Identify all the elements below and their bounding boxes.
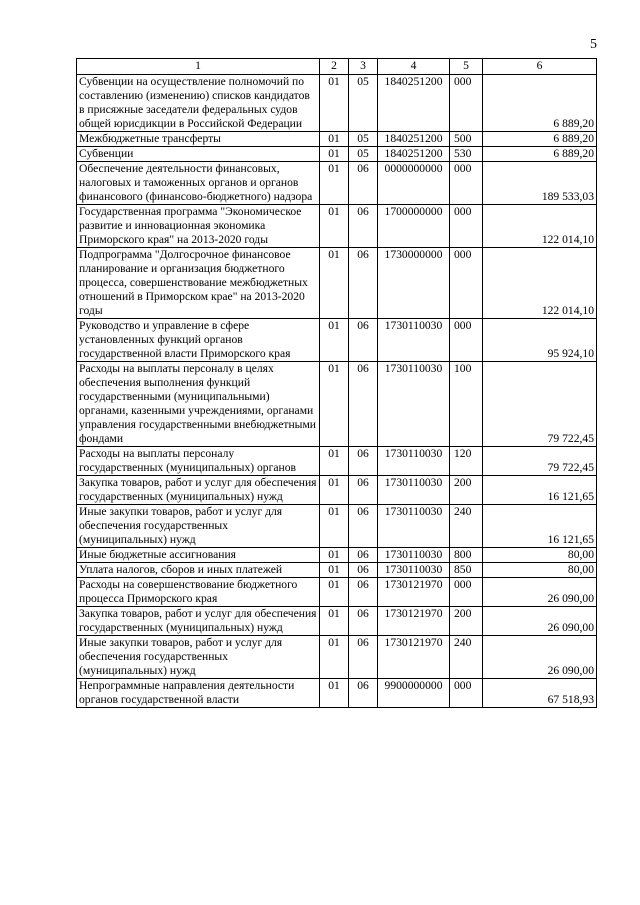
target-article-cell: 1730000000 (378, 248, 450, 319)
expense-type-cell: 000 (450, 162, 483, 205)
subsection-code-cell: 06 (349, 476, 378, 505)
subsection-code-cell: 05 (349, 147, 378, 162)
section-code-cell: 01 (320, 563, 349, 578)
section-code-cell: 01 (320, 75, 349, 132)
target-article-cell: 1700000000 (378, 205, 450, 248)
table-row (77, 75, 597, 132)
table-row (77, 505, 597, 548)
amount-cell: 79 722,45 (483, 447, 597, 476)
subsection-code-cell: 05 (349, 75, 378, 132)
amount-cell: 122 014,10 (483, 205, 597, 248)
target-article-cell: 1730110030 (378, 362, 450, 447)
section-code-cell: 01 (320, 162, 349, 205)
page-number: 5 (590, 37, 597, 52)
subsection-code-cell: 06 (349, 578, 378, 607)
section-code-cell: 01 (320, 147, 349, 162)
expense-type-cell: 200 (450, 476, 483, 505)
subsection-code-cell: 06 (349, 636, 378, 679)
subsection-code-cell: 05 (349, 132, 378, 147)
table-row (77, 607, 597, 636)
target-article-cell: 1730110030 (378, 563, 450, 578)
amount-cell: 6 889,20 (483, 132, 597, 147)
expense-type-cell: 000 (450, 679, 483, 708)
target-article-cell: 1730121970 (378, 607, 450, 636)
target-article-cell: 1730110030 (378, 447, 450, 476)
column-header: 5 (450, 59, 483, 75)
amount-cell: 122 014,10 (483, 248, 597, 319)
amount-cell: 189 533,03 (483, 162, 597, 205)
expense-type-cell: 500 (450, 132, 483, 147)
column-header: 3 (349, 59, 378, 75)
subsection-code-cell: 06 (349, 248, 378, 319)
subsection-code-cell: 06 (349, 162, 378, 205)
target-article-cell: 9900000000 (378, 679, 450, 708)
subsection-code-cell: 06 (349, 548, 378, 563)
expense-type-cell: 240 (450, 505, 483, 548)
expense-type-cell: 200 (450, 607, 483, 636)
target-article-cell: 1730110030 (378, 319, 450, 362)
row-name-cell: Непрограммные направления деятельности органов государственной власти (77, 679, 320, 708)
row-name-cell: Обеспечение деятельности финансовых, налоговых и таможенных органов и органов финансового (финансово-бюджетного) надзора (77, 162, 320, 205)
table-row (77, 319, 597, 362)
row-name-cell: Подпрограмма "Долгосрочное финансовое планирование и организация бюджетного процесса, совершенствование межбюджетных отношений в Приморском крае" на 2013-2020 годы (77, 248, 320, 319)
target-article-cell: 1730110030 (378, 476, 450, 505)
table-row (77, 679, 597, 708)
amount-cell: 16 121,65 (483, 476, 597, 505)
row-name-cell: Иные бюджетные ассигнования (77, 548, 320, 563)
amount-cell: 16 121,65 (483, 505, 597, 548)
row-name-cell: Закупка товаров, работ и услуг для обеспечения государственных (муниципальных) нужд (77, 607, 320, 636)
subsection-code-cell: 06 (349, 563, 378, 578)
subsection-code-cell: 06 (349, 447, 378, 476)
amount-cell: 95 924,10 (483, 319, 597, 362)
table-row (77, 578, 597, 607)
row-name-cell: Расходы на выплаты персоналу в целях обеспечения выполнения функций государственными (муниципальными) органами, казенными учреждениями, органами управления государственными внебюджетными фондами (77, 362, 320, 447)
section-code-cell: 01 (320, 447, 349, 476)
target-article-cell: 1840251200 (378, 147, 450, 162)
table-row (77, 205, 597, 248)
row-name-cell: Межбюджетные трансферты (77, 132, 320, 147)
amount-cell: 79 722,45 (483, 362, 597, 447)
table-row (77, 447, 597, 476)
row-name-cell: Иные закупки товаров, работ и услуг для обеспечения государственных (муниципальных) нужд (77, 505, 320, 548)
row-name-cell: Субвенции на осуществление полномочий по составлению (изменению) списков кандидатов в присяжные заседатели федеральных судов общей юрисдикции в Российской Федерации (77, 75, 320, 132)
expense-type-cell: 120 (450, 447, 483, 476)
expense-type-cell: 000 (450, 248, 483, 319)
section-code-cell: 01 (320, 607, 349, 636)
amount-cell: 67 518,93 (483, 679, 597, 708)
row-name-cell: Иные закупки товаров, работ и услуг для обеспечения государственных (муниципальных) нужд (77, 636, 320, 679)
column-header: 6 (483, 59, 597, 75)
table-row (77, 147, 597, 162)
amount-cell: 26 090,00 (483, 578, 597, 607)
column-header: 2 (320, 59, 349, 75)
section-code-cell: 01 (320, 548, 349, 563)
expense-type-cell: 850 (450, 563, 483, 578)
row-name-cell: Расходы на выплаты персоналу государственных (муниципальных) органов (77, 447, 320, 476)
table-header-row (77, 59, 597, 75)
subsection-code-cell: 06 (349, 319, 378, 362)
table-row (77, 162, 597, 205)
column-header: 1 (77, 59, 320, 75)
target-article-cell: 1730121970 (378, 578, 450, 607)
expense-type-cell: 240 (450, 636, 483, 679)
target-article-cell: 1730110030 (378, 548, 450, 563)
section-code-cell: 01 (320, 476, 349, 505)
expense-type-cell: 000 (450, 75, 483, 132)
subsection-code-cell: 06 (349, 505, 378, 548)
section-code-cell: 01 (320, 679, 349, 708)
section-code-cell: 01 (320, 205, 349, 248)
section-code-cell: 01 (320, 319, 349, 362)
amount-cell: 6 889,20 (483, 147, 597, 162)
target-article-cell: 0000000000 (378, 162, 450, 205)
column-header: 4 (378, 59, 450, 75)
section-code-cell: 01 (320, 505, 349, 548)
expense-type-cell: 000 (450, 319, 483, 362)
amount-cell: 6 889,20 (483, 75, 597, 132)
amount-cell: 80,00 (483, 548, 597, 563)
table-row (77, 636, 597, 679)
row-name-cell: Закупка товаров, работ и услуг для обеспечения государственных (муниципальных) нужд (77, 476, 320, 505)
table-row (77, 132, 597, 147)
row-name-cell: Государственная программа "Экономическое развитие и инновационная экономика Приморского края" на 2013-2020 годы (77, 205, 320, 248)
amount-cell: 80,00 (483, 563, 597, 578)
section-code-cell: 01 (320, 248, 349, 319)
section-code-cell: 01 (320, 578, 349, 607)
expense-type-cell: 000 (450, 205, 483, 248)
target-article-cell: 1840251200 (378, 132, 450, 147)
table-row (77, 563, 597, 578)
amount-cell: 26 090,00 (483, 636, 597, 679)
row-name-cell: Субвенции (77, 147, 320, 162)
target-article-cell: 1730121970 (378, 636, 450, 679)
row-name-cell: Уплата налогов, сборов и иных платежей (77, 563, 320, 578)
expense-type-cell: 800 (450, 548, 483, 563)
expense-type-cell: 100 (450, 362, 483, 447)
subsection-code-cell: 06 (349, 607, 378, 636)
expense-type-cell: 000 (450, 578, 483, 607)
row-name-cell: Руководство и управление в сфере установленных функций органов государственной власти Приморского края (77, 319, 320, 362)
subsection-code-cell: 06 (349, 205, 378, 248)
row-name-cell: Расходы на совершенствование бюджетного процесса Приморского края (77, 578, 320, 607)
table-body (77, 75, 597, 708)
amount-cell: 26 090,00 (483, 607, 597, 636)
table-row (77, 548, 597, 563)
table-row (77, 476, 597, 505)
target-article-cell: 1730110030 (378, 505, 450, 548)
table-row (77, 248, 597, 319)
section-code-cell: 01 (320, 362, 349, 447)
target-article-cell: 1840251200 (378, 75, 450, 132)
section-code-cell: 01 (320, 132, 349, 147)
expense-type-cell: 530 (450, 147, 483, 162)
table-row (77, 362, 597, 447)
section-code-cell: 01 (320, 636, 349, 679)
subsection-code-cell: 06 (349, 362, 378, 447)
budget-table (76, 58, 597, 708)
subsection-code-cell: 06 (349, 679, 378, 708)
